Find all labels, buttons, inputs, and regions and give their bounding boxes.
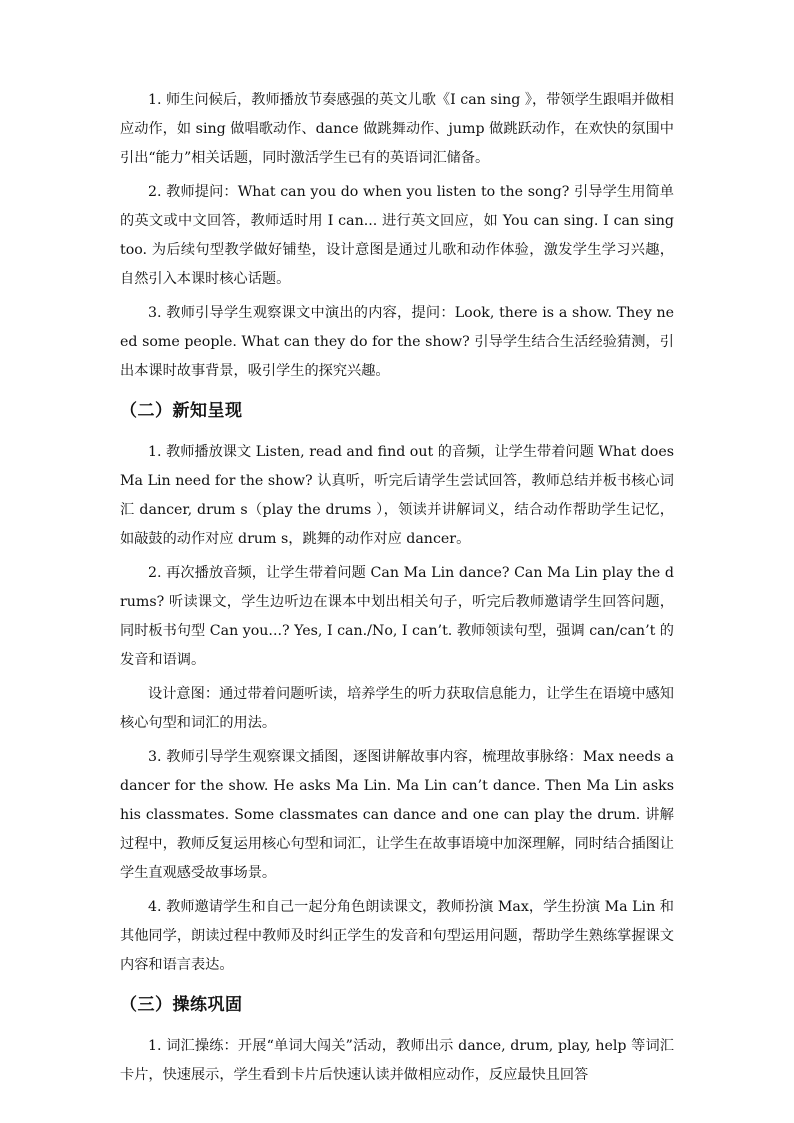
paragraph: 1. 师生问候后，教师播放节奏感强的英文儿歌《I can sing 》，带领学生跟唱并做相应动作，如 sing 做唱歌动作、dance 做跳舞动作、jump 做跳跃动作，在欢快的氛围中引出“能力”相关话题，同时激活学生已有的英语词汇储备。 bbox=[120, 92, 674, 166]
paragraph: 设计意图：通过带着问题听读，培养学生的听力获取信息能力，让学生在语境中感知核心句型和词汇的用法。 bbox=[120, 686, 674, 731]
paragraph: 3. 教师引导学生观察课文插图，逐图讲解故事内容，梳理故事脉络：Max needs a dancer for the show. He asks Ma Lin. Ma Lin can’t dance. Then Ma Lin asks his classmates. Some classmates can dance and one can play the drum. 讲解过程中，教师反复运用核心句型和词汇，让学生在故事语境中加深理解，同时结合插图让学生直观感受故事场景。 bbox=[120, 749, 674, 881]
paragraph: 3. 教师引导学生观察课文中演出的内容，提问：Look, there is a show. They need some people. What can they do for the show? 引导学生结合生活经验猜测，引出本课时故事背景，吸引学生的探究兴趣。 bbox=[120, 305, 674, 379]
section-heading: （三）操练巩固 bbox=[120, 995, 243, 1015]
section-new-knowledge bbox=[120, 394, 674, 980]
paragraph: 1. 教师播放课文 Listen, read and find out 的音频，让学生带着问题 What does Ma Lin need for the show? 认真听，听完后请学生尝试回答，教师总结并板书核心词汇 dancer, drum s（play the drums ），领读并讲解词义，结合动作帮助学生记忆，如敲鼓的动作对应 drum s，跳舞的动作对应 dancer。 bbox=[120, 444, 674, 547]
section-heading: （二）新知呈现 bbox=[120, 401, 243, 421]
paragraph: 2. 再次播放音频，让学生带着问题 Can Ma Lin dance? Can Ma Lin play the drums? 听读课文，学生边听边在课本中划出相关句子，听完后教师邀请学生回答问题，同时板书句型 Can you...? Yes, I can./No, I can’t. 教师领读句型，强调 can/can’t 的发音和语调。 bbox=[120, 565, 674, 668]
section-intro bbox=[120, 86, 674, 386]
paragraph: 2. 教师提问：What can you do when you listen to the song? 引导学生用简单的英文或中文回答，教师适时用 I can... 进行英文回应，如 You can sing. I can sing too. 为后续句型教学做好铺垫，设计意图是通过儿歌和动作体验，激发学生学习兴趣，自然引入本课时核心话题。 bbox=[120, 184, 674, 287]
document-body bbox=[120, 86, 674, 1095]
paragraph: 4. 教师邀请学生和自己一起分角色朗读课文，教师扮演 Max，学生扮演 Ma Lin 和其他同学，朗读过程中教师及时纠正学生的发音和句型运用问题，帮助学生熟练掌握课文内容和语言表达。 bbox=[120, 899, 674, 973]
paragraph: 1. 词汇操练：开展“单词大闯关”活动，教师出示 dance, drum, play, help 等词汇卡片，快速展示，学生看到卡片后快速认读并做相应动作，反应最快且回答 bbox=[120, 1038, 674, 1083]
section-practice bbox=[120, 988, 674, 1090]
